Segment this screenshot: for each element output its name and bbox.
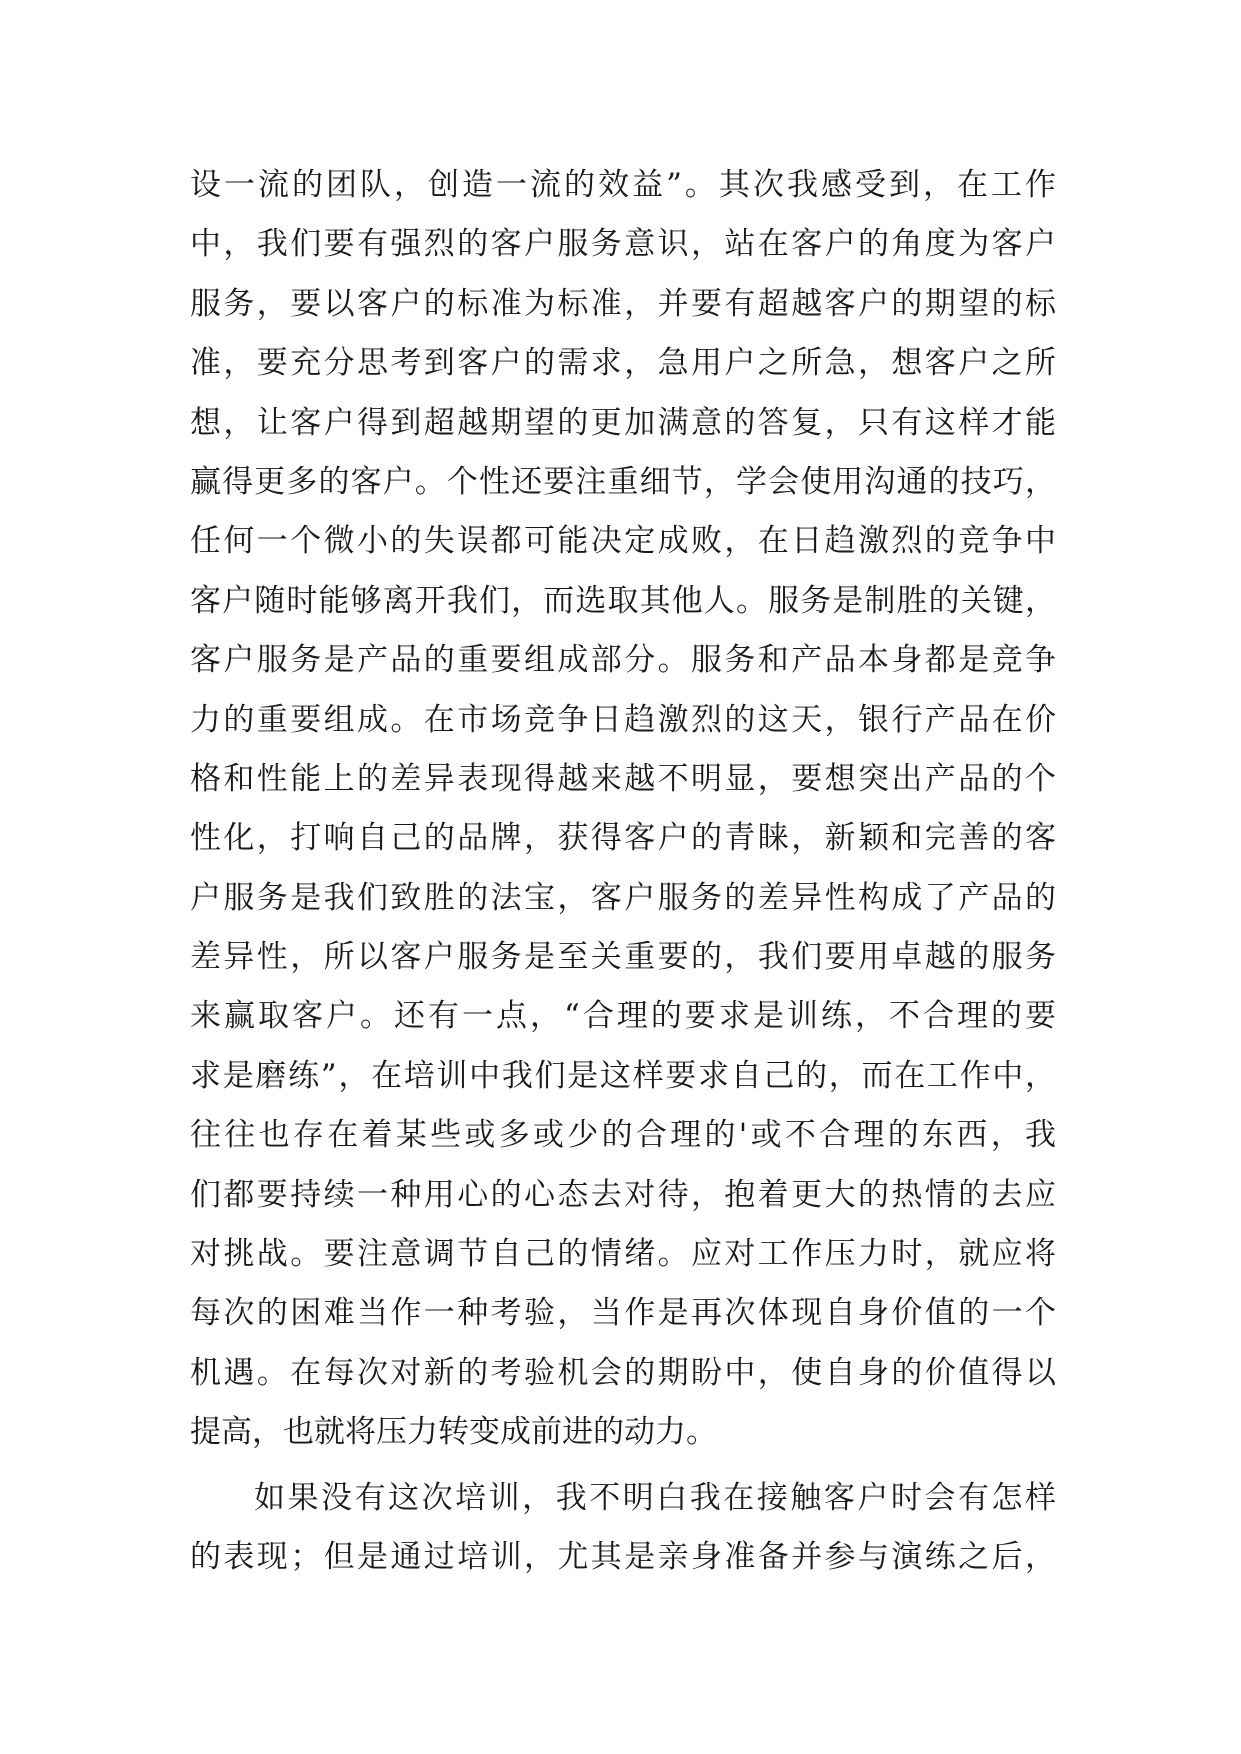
text-line: 客户服务是产品的重要组成部分。服务和产品本身都是竞争 [190,642,1056,679]
text-line: 的表现；但是通过培训，尤其是亲身准备并参与演练之后， [190,1538,1056,1575]
text-line: 设一流的团队，创造一流的效益”。其次我感受到，在工作 [190,167,1056,203]
text-line: 客户随时能够离开我们，而选取其他人。服务是制胜的关键， [190,582,1056,619]
text-line: 来赢取客户。还有一点，“合理的要求是训练，不合理的要 [190,998,1056,1035]
paragraph [190,156,1056,1463]
text-line: 往往也存在着某些或多或少的合理的'或不合理的东西，我 [190,1117,1056,1154]
text-line: 格和性能上的差异表现得越来越不明显，要想突出产品的个 [190,760,1056,797]
text-line: 们都要持续一种用心的心态去对待，抱着更大的热情的去应 [190,1176,1056,1213]
text-line: 力的重要组成。在市场竞争日趋激烈的这天，银行产品在价 [190,701,1056,738]
text-line: 求是磨练”，在培训中我们是这样要求自己的，而在工作中， [190,1057,1056,1094]
text-line: 中，我们要有强烈的客户服务意识，站在客户的角度为客户 [190,226,1056,263]
text-line: 机遇。在每次对新的考验机会的期盼中，使自身的价值得以 [190,1354,1056,1391]
text-line: 如果没有这次培训，我不明白我在接触客户时会有怎样 [254,1479,1056,1516]
text-line: 提高，也就将压力转变成前进的动力。 [190,1414,717,1451]
text-line: 赢得更多的客户。个性还要注重细节，学会使用沟通的技巧， [190,463,1056,500]
text-line: 户服务是我们致胜的法宝，客户服务的差异性构成了产品的 [190,879,1056,916]
body-text [190,156,1056,1587]
text-line: 任何一个微小的失误都可能决定成败，在日趋激烈的竞争中 [190,523,1056,560]
text-line: 想，让客户得到超越期望的更加满意的答复，只有这样才能 [190,404,1056,441]
text-line: 每次的困难当作一种考验，当作是再次体现自身价值的一个 [190,1295,1056,1332]
text-line: 服务，要以客户的标准为标准，并要有超越客户的期望的标 [190,285,1056,322]
text-line: 对挑战。要注意调节自己的情绪。应对工作压力时，就应将 [190,1236,1056,1273]
text-line: 准，要充分思考到客户的需求，急用户之所急，想客户之所 [190,345,1056,382]
text-line: 差异性，所以客户服务是至关重要的，我们要用卓越的服务 [190,939,1056,976]
paragraph [190,1469,1056,1588]
text-line: 性化，打响自己的品牌，获得客户的青睐，新颖和完善的客 [190,820,1056,857]
